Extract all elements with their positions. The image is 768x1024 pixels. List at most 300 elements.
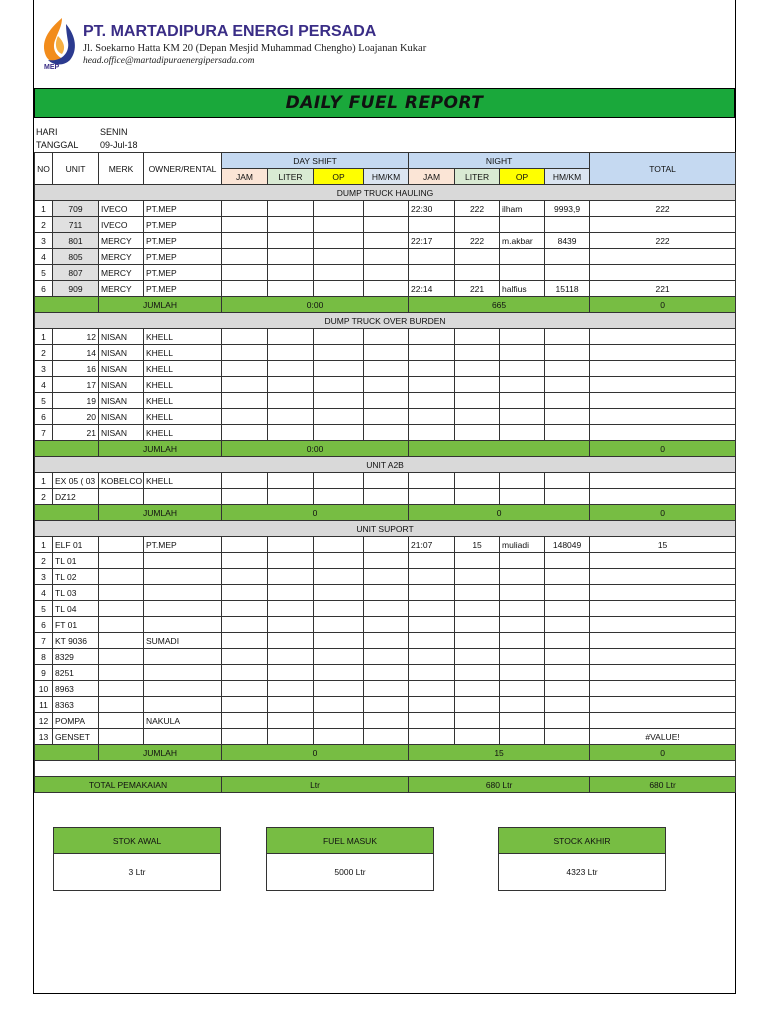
row-night-hmkm [545, 345, 590, 361]
row-unit: EX 05 ( 03 [53, 473, 99, 489]
row-unit: 12 [53, 329, 99, 345]
row-night-hmkm: 9993,9 [545, 201, 590, 217]
row-day-liter [268, 681, 314, 697]
row-merk: MERCY [99, 233, 144, 249]
row-night-liter [455, 681, 500, 697]
section-title: DUMP TRUCK HAULING [35, 185, 736, 201]
row-night-jam [409, 729, 455, 745]
row-night-op [500, 425, 545, 441]
col-day-jam: JAM [222, 169, 268, 185]
row-no: 2 [35, 217, 53, 233]
row-no: 9 [35, 665, 53, 681]
col-merk: MERK [99, 153, 144, 185]
row-day-op [314, 393, 364, 409]
row-day-op [314, 425, 364, 441]
row-unit: DZ12 [53, 489, 99, 505]
row-day-jam [222, 345, 268, 361]
row-no: 4 [35, 249, 53, 265]
row-total [590, 585, 736, 601]
row-night-op [500, 377, 545, 393]
row-night-liter [455, 553, 500, 569]
row-day-op [314, 361, 364, 377]
row-merk: NISAN [99, 361, 144, 377]
row-merk [99, 729, 144, 745]
row-total [590, 377, 736, 393]
jumlah-label: JUMLAH [99, 441, 222, 457]
row-day-liter [268, 361, 314, 377]
row-total [590, 489, 736, 505]
row-unit: 8251 [53, 665, 99, 681]
row-day-hmkm [364, 409, 409, 425]
col-night: NIGHT [409, 153, 590, 169]
row-night-liter [455, 601, 500, 617]
row-day-op [314, 569, 364, 585]
row-no: 5 [35, 601, 53, 617]
row-night-liter [455, 665, 500, 681]
row-total [590, 569, 736, 585]
total-pemakaian-day: Ltr [222, 777, 409, 793]
row-night-hmkm [545, 569, 590, 585]
row-day-liter [268, 249, 314, 265]
jumlah-label: JUMLAH [99, 745, 222, 761]
row-unit: TL 04 [53, 601, 99, 617]
table-row [35, 633, 736, 649]
row-night-liter [455, 489, 500, 505]
table-row [35, 617, 736, 633]
row-owner: PT.MEP [144, 265, 222, 281]
row-day-op [314, 329, 364, 345]
row-merk: KOBELCO [99, 473, 144, 489]
row-day-op [314, 585, 364, 601]
row-owner: PT.MEP [144, 281, 222, 297]
row-day-jam [222, 265, 268, 281]
row-total [590, 329, 736, 345]
row-merk [99, 697, 144, 713]
row-owner [144, 585, 222, 601]
row-night-jam [409, 265, 455, 281]
row-no: 2 [35, 553, 53, 569]
row-night-hmkm [545, 697, 590, 713]
row-night-op [500, 617, 545, 633]
row-no: 1 [35, 201, 53, 217]
section-title: UNIT A2B [35, 457, 736, 473]
row-day-liter [268, 201, 314, 217]
row-day-op [314, 233, 364, 249]
row-night-hmkm [545, 553, 590, 569]
row-unit: TL 02 [53, 569, 99, 585]
row-day-op [314, 345, 364, 361]
row-night-liter [455, 265, 500, 281]
row-owner [144, 681, 222, 697]
row-night-jam [409, 377, 455, 393]
company-header [34, 0, 735, 88]
row-night-op [500, 361, 545, 377]
row-no: 5 [35, 265, 53, 281]
row-day-jam [222, 553, 268, 569]
col-day-shift: DAY SHIFT [222, 153, 409, 169]
row-unit: 8329 [53, 649, 99, 665]
row-day-hmkm [364, 329, 409, 345]
jumlah-pad [35, 505, 99, 521]
row-day-liter [268, 553, 314, 569]
row-night-op [500, 409, 545, 425]
row-unit: 14 [53, 345, 99, 361]
table-row [35, 217, 736, 233]
row-no: 8 [35, 649, 53, 665]
row-night-op: m.akbar [500, 233, 545, 249]
row-day-liter [268, 393, 314, 409]
jumlah-row [35, 745, 736, 761]
row-night-jam: 22:14 [409, 281, 455, 297]
row-day-liter [268, 665, 314, 681]
row-day-jam [222, 665, 268, 681]
row-night-op: halfius [500, 281, 545, 297]
hari-value: SENIN [100, 127, 128, 137]
table-row [35, 249, 736, 265]
row-day-op [314, 249, 364, 265]
row-no: 3 [35, 569, 53, 585]
row-owner [144, 697, 222, 713]
row-owner [144, 617, 222, 633]
row-total [590, 681, 736, 697]
row-total [590, 553, 736, 569]
row-unit: 801 [53, 233, 99, 249]
jumlah-pad [35, 745, 99, 761]
row-night-liter [455, 409, 500, 425]
row-no: 3 [35, 233, 53, 249]
col-day-op: OP [314, 169, 364, 185]
row-unit: 711 [53, 217, 99, 233]
row-night-op: ilham [500, 201, 545, 217]
row-day-op [314, 281, 364, 297]
stock-box-fuel-masuk [266, 827, 434, 891]
row-total: 222 [590, 233, 736, 249]
row-day-hmkm [364, 393, 409, 409]
table-row [35, 489, 736, 505]
row-night-hmkm [545, 425, 590, 441]
row-owner [144, 665, 222, 681]
row-day-op [314, 553, 364, 569]
row-night-op [500, 345, 545, 361]
row-no: 6 [35, 409, 53, 425]
row-total [590, 601, 736, 617]
row-day-liter [268, 713, 314, 729]
row-day-liter [268, 729, 314, 745]
row-unit: KT 9036 [53, 633, 99, 649]
row-unit: GENSET [53, 729, 99, 745]
table-row [35, 345, 736, 361]
row-night-op [500, 585, 545, 601]
row-day-hmkm [364, 473, 409, 489]
row-day-hmkm [364, 729, 409, 745]
row-night-hmkm [545, 393, 590, 409]
row-day-jam [222, 617, 268, 633]
row-day-hmkm [364, 281, 409, 297]
row-day-hmkm [364, 361, 409, 377]
jumlah-day: 0 [222, 745, 409, 761]
row-merk: NISAN [99, 345, 144, 361]
row-unit: 20 [53, 409, 99, 425]
row-no: 3 [35, 361, 53, 377]
row-day-op [314, 473, 364, 489]
row-day-op [314, 217, 364, 233]
row-night-hmkm [545, 361, 590, 377]
row-day-liter [268, 697, 314, 713]
row-merk: NISAN [99, 329, 144, 345]
row-no: 4 [35, 377, 53, 393]
row-night-op [500, 473, 545, 489]
row-no: 12 [35, 713, 53, 729]
row-day-hmkm [364, 713, 409, 729]
tanggal-label: TANGGAL [36, 140, 79, 150]
row-day-hmkm [364, 553, 409, 569]
col-day-hmkm: HM/KM [364, 169, 409, 185]
row-night-op [500, 649, 545, 665]
stock-box-akhir [498, 827, 666, 891]
row-day-hmkm [364, 425, 409, 441]
row-day-jam [222, 585, 268, 601]
table-row [35, 201, 736, 217]
row-day-op [314, 713, 364, 729]
row-night-liter [455, 617, 500, 633]
row-day-hmkm [364, 665, 409, 681]
header-row-1 [35, 153, 736, 169]
section-title: UNIT SUPORT [35, 521, 736, 537]
row-day-op [314, 681, 364, 697]
row-merk: MERCY [99, 265, 144, 281]
row-merk [99, 585, 144, 601]
table-row [35, 665, 736, 681]
row-no: 13 [35, 729, 53, 745]
row-day-liter [268, 217, 314, 233]
row-day-op [314, 377, 364, 393]
row-night-op [500, 665, 545, 681]
row-merk [99, 489, 144, 505]
row-night-op [500, 553, 545, 569]
row-owner: SUMADI [144, 633, 222, 649]
row-night-jam [409, 713, 455, 729]
row-day-jam [222, 713, 268, 729]
row-merk [99, 537, 144, 553]
table-row [35, 681, 736, 697]
row-owner: PT.MEP [144, 249, 222, 265]
row-day-liter [268, 617, 314, 633]
row-total [590, 345, 736, 361]
row-night-jam [409, 489, 455, 505]
row-owner: PT.MEP [144, 201, 222, 217]
fuel-report-sheet [33, 0, 736, 994]
row-day-liter [268, 537, 314, 553]
row-day-hmkm [364, 569, 409, 585]
row-night-liter [455, 729, 500, 745]
row-day-hmkm [364, 601, 409, 617]
row-night-liter [455, 569, 500, 585]
row-night-hmkm [545, 217, 590, 233]
row-night-jam [409, 425, 455, 441]
table-row [35, 729, 736, 745]
row-night-jam [409, 361, 455, 377]
row-owner [144, 553, 222, 569]
row-night-liter: 222 [455, 201, 500, 217]
row-night-op [500, 601, 545, 617]
row-night-hmkm [545, 585, 590, 601]
table-row [35, 553, 736, 569]
row-night-op [500, 697, 545, 713]
table-row [35, 233, 736, 249]
row-merk [99, 649, 144, 665]
table-row [35, 329, 736, 345]
row-night-hmkm [545, 329, 590, 345]
row-owner [144, 649, 222, 665]
row-owner [144, 601, 222, 617]
row-owner [144, 729, 222, 745]
row-owner [144, 489, 222, 505]
row-night-hmkm [545, 265, 590, 281]
row-owner: KHELL [144, 473, 222, 489]
row-day-jam [222, 249, 268, 265]
col-day-liter: LITER [268, 169, 314, 185]
row-day-liter [268, 601, 314, 617]
row-unit: 8363 [53, 697, 99, 713]
row-no: 6 [35, 281, 53, 297]
stock-akhir-value: 4323 Ltr [566, 867, 598, 877]
report-title: DAILY FUEL REPORT [285, 93, 484, 113]
stock-awal-label: STOK AWAL [54, 828, 220, 854]
row-night-hmkm [545, 473, 590, 489]
row-day-op [314, 201, 364, 217]
row-night-jam [409, 345, 455, 361]
row-total [590, 361, 736, 377]
jumlah-night [409, 441, 590, 457]
row-day-jam [222, 233, 268, 249]
row-day-hmkm [364, 681, 409, 697]
row-owner [144, 569, 222, 585]
row-night-op: muliadi [500, 537, 545, 553]
row-day-hmkm [364, 377, 409, 393]
row-day-jam [222, 681, 268, 697]
row-day-hmkm [364, 489, 409, 505]
jumlah-day: 0:00 [222, 297, 409, 313]
row-day-jam [222, 633, 268, 649]
row-merk [99, 681, 144, 697]
row-merk: NISAN [99, 393, 144, 409]
row-unit: 21 [53, 425, 99, 441]
row-day-liter [268, 585, 314, 601]
table-row [35, 649, 736, 665]
row-merk: NISAN [99, 425, 144, 441]
row-no: 1 [35, 473, 53, 489]
row-day-op [314, 489, 364, 505]
jumlah-total: 0 [590, 441, 736, 457]
row-night-op [500, 713, 545, 729]
jumlah-day: 0:00 [222, 441, 409, 457]
row-night-liter [455, 249, 500, 265]
row-night-jam [409, 249, 455, 265]
row-night-jam [409, 697, 455, 713]
jumlah-day: 0 [222, 505, 409, 521]
row-unit: TL 01 [53, 553, 99, 569]
jumlah-pad [35, 441, 99, 457]
row-night-liter [455, 713, 500, 729]
row-day-jam [222, 697, 268, 713]
row-night-hmkm [545, 633, 590, 649]
row-total [590, 665, 736, 681]
row-night-hmkm [545, 729, 590, 745]
jumlah-night: 15 [409, 745, 590, 761]
row-day-jam [222, 569, 268, 585]
row-no: 1 [35, 329, 53, 345]
row-merk: NISAN [99, 409, 144, 425]
row-night-jam [409, 617, 455, 633]
row-day-hmkm [364, 537, 409, 553]
section-header-row [35, 185, 736, 201]
row-day-jam [222, 329, 268, 345]
row-night-jam [409, 569, 455, 585]
row-day-jam [222, 361, 268, 377]
row-night-liter [455, 217, 500, 233]
row-day-liter [268, 425, 314, 441]
row-day-op [314, 729, 364, 745]
col-night-jam: JAM [409, 169, 455, 185]
row-owner: PT.MEP [144, 233, 222, 249]
row-night-op [500, 729, 545, 745]
row-unit: 16 [53, 361, 99, 377]
table-row [35, 281, 736, 297]
stock-box-awal [53, 827, 221, 891]
table-row [35, 537, 736, 553]
row-night-jam [409, 585, 455, 601]
row-day-liter [268, 281, 314, 297]
section-header-row [35, 457, 736, 473]
row-merk [99, 713, 144, 729]
row-day-hmkm [364, 617, 409, 633]
row-owner: KHELL [144, 409, 222, 425]
row-night-liter [455, 649, 500, 665]
table-row [35, 585, 736, 601]
row-day-hmkm [364, 697, 409, 713]
row-night-hmkm [545, 409, 590, 425]
row-day-liter [268, 329, 314, 345]
row-day-op [314, 665, 364, 681]
row-merk: IVECO [99, 217, 144, 233]
row-night-hmkm [545, 249, 590, 265]
row-night-hmkm: 148049 [545, 537, 590, 553]
row-night-hmkm [545, 713, 590, 729]
fuel-masuk-value: 5000 Ltr [334, 867, 366, 877]
table-row [35, 265, 736, 281]
row-night-jam [409, 665, 455, 681]
row-owner: PT.MEP [144, 537, 222, 553]
spacer-row [35, 761, 736, 777]
row-no: 2 [35, 345, 53, 361]
row-night-liter [455, 425, 500, 441]
row-day-jam [222, 201, 268, 217]
total-pemakaian-row [35, 777, 736, 793]
jumlah-night: 0 [409, 505, 590, 521]
row-unit: FT 01 [53, 617, 99, 633]
stock-akhir-label: STOCK AKHIR [499, 828, 665, 854]
row-night-op [500, 569, 545, 585]
row-night-jam [409, 553, 455, 569]
row-unit: 8963 [53, 681, 99, 697]
row-unit: 805 [53, 249, 99, 265]
row-night-jam [409, 329, 455, 345]
row-night-liter [455, 473, 500, 489]
total-pemakaian-label: TOTAL PEMAKAIAN [35, 777, 222, 793]
row-night-hmkm: 15118 [545, 281, 590, 297]
row-day-op [314, 697, 364, 713]
row-day-op [314, 537, 364, 553]
